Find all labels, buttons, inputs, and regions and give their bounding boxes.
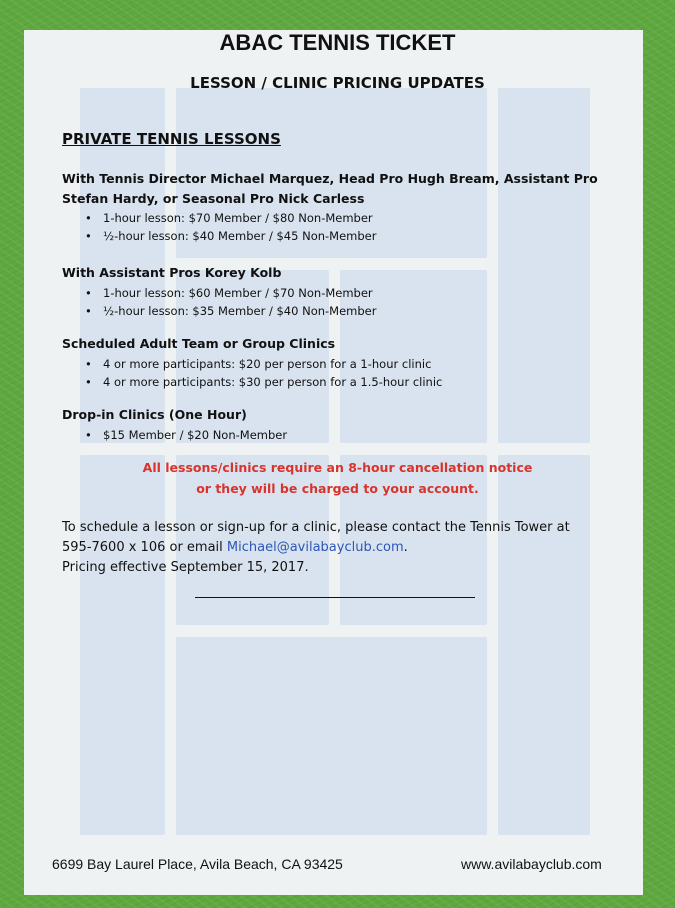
bullet-icon: • xyxy=(85,357,92,371)
bullet-icon: • xyxy=(85,304,92,318)
bullet-icon: • xyxy=(85,428,92,442)
bullet-icon: • xyxy=(85,211,92,225)
cancellation-notice: All lessons/clinics require an 8-hour cancellation notice xyxy=(142,460,533,475)
page-title: ABAC TENNIS TICKET xyxy=(219,30,456,55)
footer-address: 6699 Bay Laurel Place, Avila Beach, CA 93425 xyxy=(52,856,343,872)
group-heading: With Tennis Director Michael Marquez, Head Pro Hugh Bream, Assistant Pro xyxy=(62,171,598,186)
contact-text: To schedule a lesson or sign-up for a clinic, please contact the Tennis Tower at xyxy=(62,520,570,535)
section-title: PRIVATE TENNIS LESSONS xyxy=(62,130,281,148)
effective-date: Pricing effective September 15, 2017. xyxy=(62,560,309,575)
bullet-icon: • xyxy=(85,286,92,300)
group-heading: Scheduled Adult Team or Group Clinics xyxy=(62,336,336,351)
list-item: • $15 Member / $20 Non-Member xyxy=(85,428,288,442)
footer-website[interactable]: www.avilabayclub.com xyxy=(461,856,602,872)
bullet-icon: • xyxy=(85,229,92,243)
group-heading: With Assistant Pros Korey Kolb xyxy=(62,265,282,280)
list-item: • 1-hour lesson: $60 Member / $70 Non-Member xyxy=(85,286,373,300)
email-link[interactable]: Michael@avilabayclub.com xyxy=(226,540,404,555)
contact-text: 595-7600 x 106 or email Michael@avilabayclub.com. xyxy=(62,540,408,555)
divider xyxy=(195,597,475,598)
list-item: • ½-hour lesson: $40 Member / $45 Non-Member xyxy=(85,229,377,243)
list-item: • ½-hour lesson: $35 Member / $40 Non-Member xyxy=(85,304,377,318)
group-heading: Drop-in Clinics (One Hour) xyxy=(62,407,247,422)
list-item: • 4 or more participants: $30 per person for a 1.5-hour clinic xyxy=(85,375,443,389)
list-item: • 4 or more participants: $20 per person for a 1-hour clinic xyxy=(85,357,432,371)
group-heading: Stefan Hardy, or Seasonal Pro Nick Carless xyxy=(62,191,365,206)
bullet-icon: • xyxy=(85,375,92,389)
cancellation-notice: or they will be charged to your account. xyxy=(196,481,479,496)
page-subtitle: LESSON / CLINIC PRICING UPDATES xyxy=(190,74,485,92)
list-item: • 1-hour lesson: $70 Member / $80 Non-Member xyxy=(85,211,373,225)
